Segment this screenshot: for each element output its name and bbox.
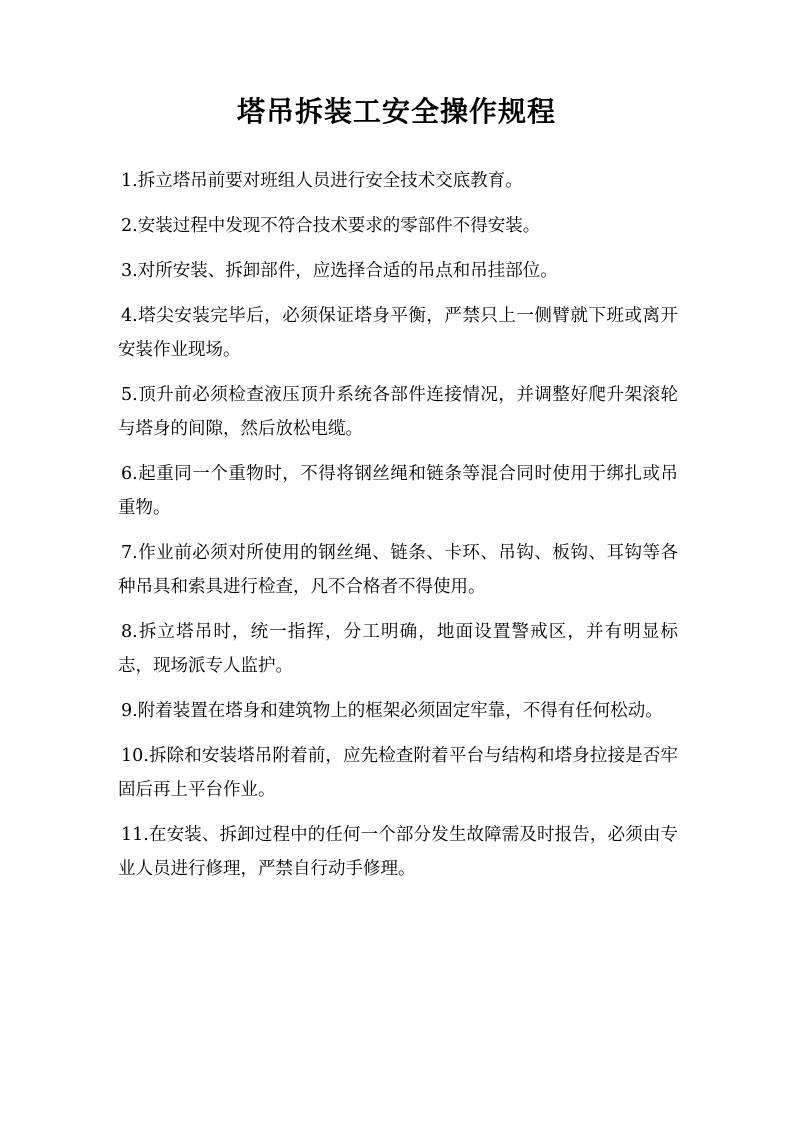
rule-item-2: 2.安装过程中发现不符合技术要求的零部件不得安装。 — [121, 216, 541, 236]
rule-item-7: 7.作业前必须对所使用的钢丝绳、链条、卡环、吊钩、板钩、耳钩等各种吊具和索具进行检查，凡不合格者不得使用。 — [118, 543, 678, 597]
rule-item-4: 4.塔尖安装完毕后，必须保证塔身平衡，严禁只上一侧臂就下班或离开安装作业现场。 — [118, 306, 678, 360]
rule-item-5: 5.顶升前必须检查液压顶升系统各部件连接情况，并调整好爬升架滚轮与塔身的间隙，然后放松电缆。 — [118, 385, 678, 439]
rule-item-10: 10.拆除和安装塔吊附着前，应先检查附着平台与结构和塔身拉接是否牢固后再上平台作业。 — [118, 746, 678, 800]
rule-item-8: 8.拆立塔吊时，统一指挥，分工明确，地面设置警戒区，并有明显标志，现场派专人监护。 — [118, 622, 678, 676]
rule-item-1: 1.拆立塔吊前要对班组人员进行安全技术交底教育。 — [121, 171, 523, 191]
rule-item-3: 3.对所安装、拆卸部件，应选择合适的吊点和吊挂部位。 — [121, 261, 558, 281]
rule-item-6: 6.起重同一个重物时，不得将钢丝绳和链条等混合同时使用于绑扎或吊重物。 — [118, 464, 678, 518]
rule-item-11: 11.在安装、拆卸过程中的任何一个部分发生故障需及时报告，必须由专业人员进行修理，严禁自行动手修理。 — [118, 825, 678, 879]
rule-item-9: 9.附着装置在塔身和建筑物上的框架必须固定牢靠，不得有任何松动。 — [121, 701, 663, 721]
page-title: 塔吊拆装工安全操作规程 — [236, 95, 556, 128]
rules-list — [118, 164, 678, 897]
